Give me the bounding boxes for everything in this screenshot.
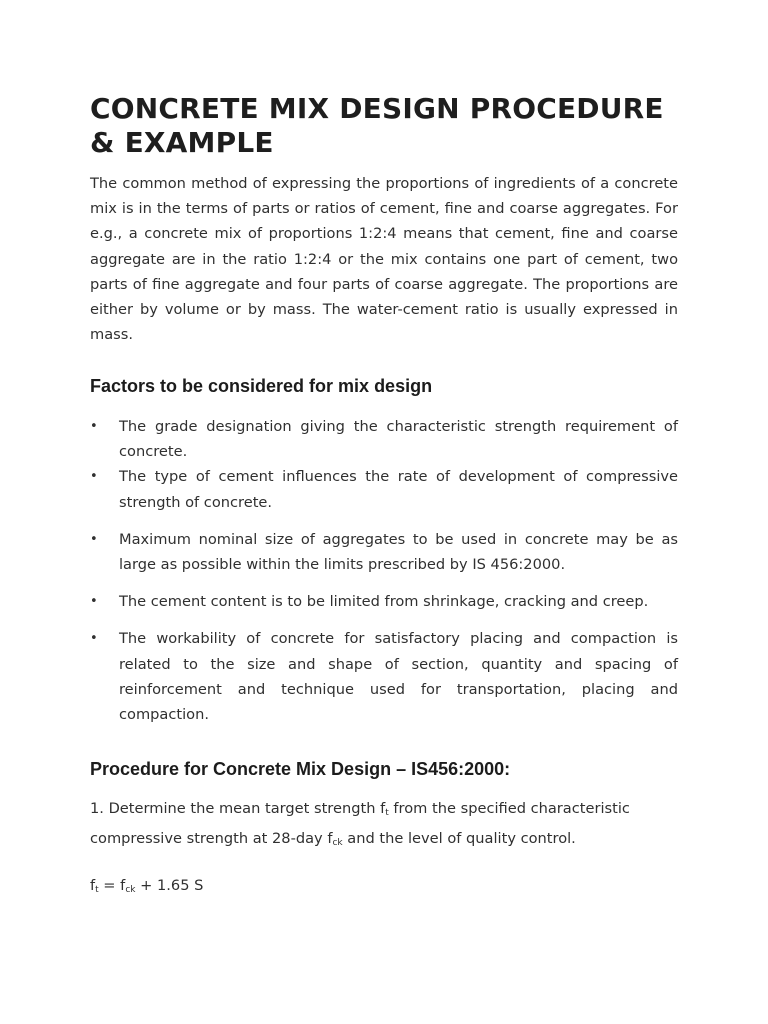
step1-text-a: 1. Determine the mean target strength f (90, 800, 386, 817)
list-item-text: Maximum nominal size of aggregates to be used in concrete may be as large as possible within the limits prescribed by IS 456:2000. (119, 530, 678, 574)
target-strength-formula (90, 873, 203, 903)
formula-equals: = f (98, 877, 126, 894)
bullet-icon: • (90, 419, 98, 434)
list-item (90, 527, 678, 577)
step1-subscript-t: t (385, 808, 389, 818)
list-item-text: The type of cement influences the rate of development of compressive strength of concrete. (119, 468, 678, 511)
procedure-step-1 (90, 796, 678, 856)
procedure-heading: Procedure for Concrete Mix Design – IS456:2000: (90, 759, 511, 779)
list-item (90, 414, 678, 464)
bullet-icon: • (90, 531, 98, 547)
list-item (90, 464, 678, 514)
factors-list (90, 414, 678, 727)
formula-f: f (90, 877, 96, 894)
step1-subscript-ck: ck (332, 838, 343, 849)
factors-heading: Factors to be considered for mix design (90, 376, 433, 396)
list-item (90, 589, 678, 614)
list-item (90, 626, 678, 727)
intro-paragraph: The common method of expressing the proportions of ingredients of a concrete mix is in the terms of parts or ratios of cement, fine and coarse aggregates. For e.g., a concrete mix of proportions 1:2:4 means that cement, fine and coarse aggregate are in the ratio 1:2:4 or the mix contains one part of cement, two parts of fine aggregate and four parts of coarse aggregate. The proportions are either by volume or by mass. The water-cement ratio is usually expressed in mass. (90, 175, 678, 344)
formula-subscript-t: t (95, 885, 99, 895)
bullet-icon: • (90, 631, 98, 647)
page-title: CONCRETE MIX DESIGN PROCEDURE & EXAMPLE (90, 92, 664, 159)
step1-text-c: and the level of quality control. (342, 830, 576, 848)
bullet-icon: • (90, 594, 98, 610)
list-item-text: The grade designation giving the characteristic strength requirement of concrete. (119, 418, 678, 461)
step1-text-b: from the specified characteristic compressive strength at 28-day f (90, 800, 630, 848)
formula-rest: + 1.65 S (135, 877, 204, 894)
formula-subscript-ck: ck (125, 885, 136, 895)
list-item-text: The cement content is to be limited from shrinkage, cracking and creep. (119, 593, 649, 611)
list-item-text: The workability of concrete for satisfactory placing and compaction is related to the size and shape of section, quantity and spacing of reinforcement and technique used for transportation, placing and compaction. (119, 630, 678, 724)
bullet-icon: • (90, 469, 98, 485)
